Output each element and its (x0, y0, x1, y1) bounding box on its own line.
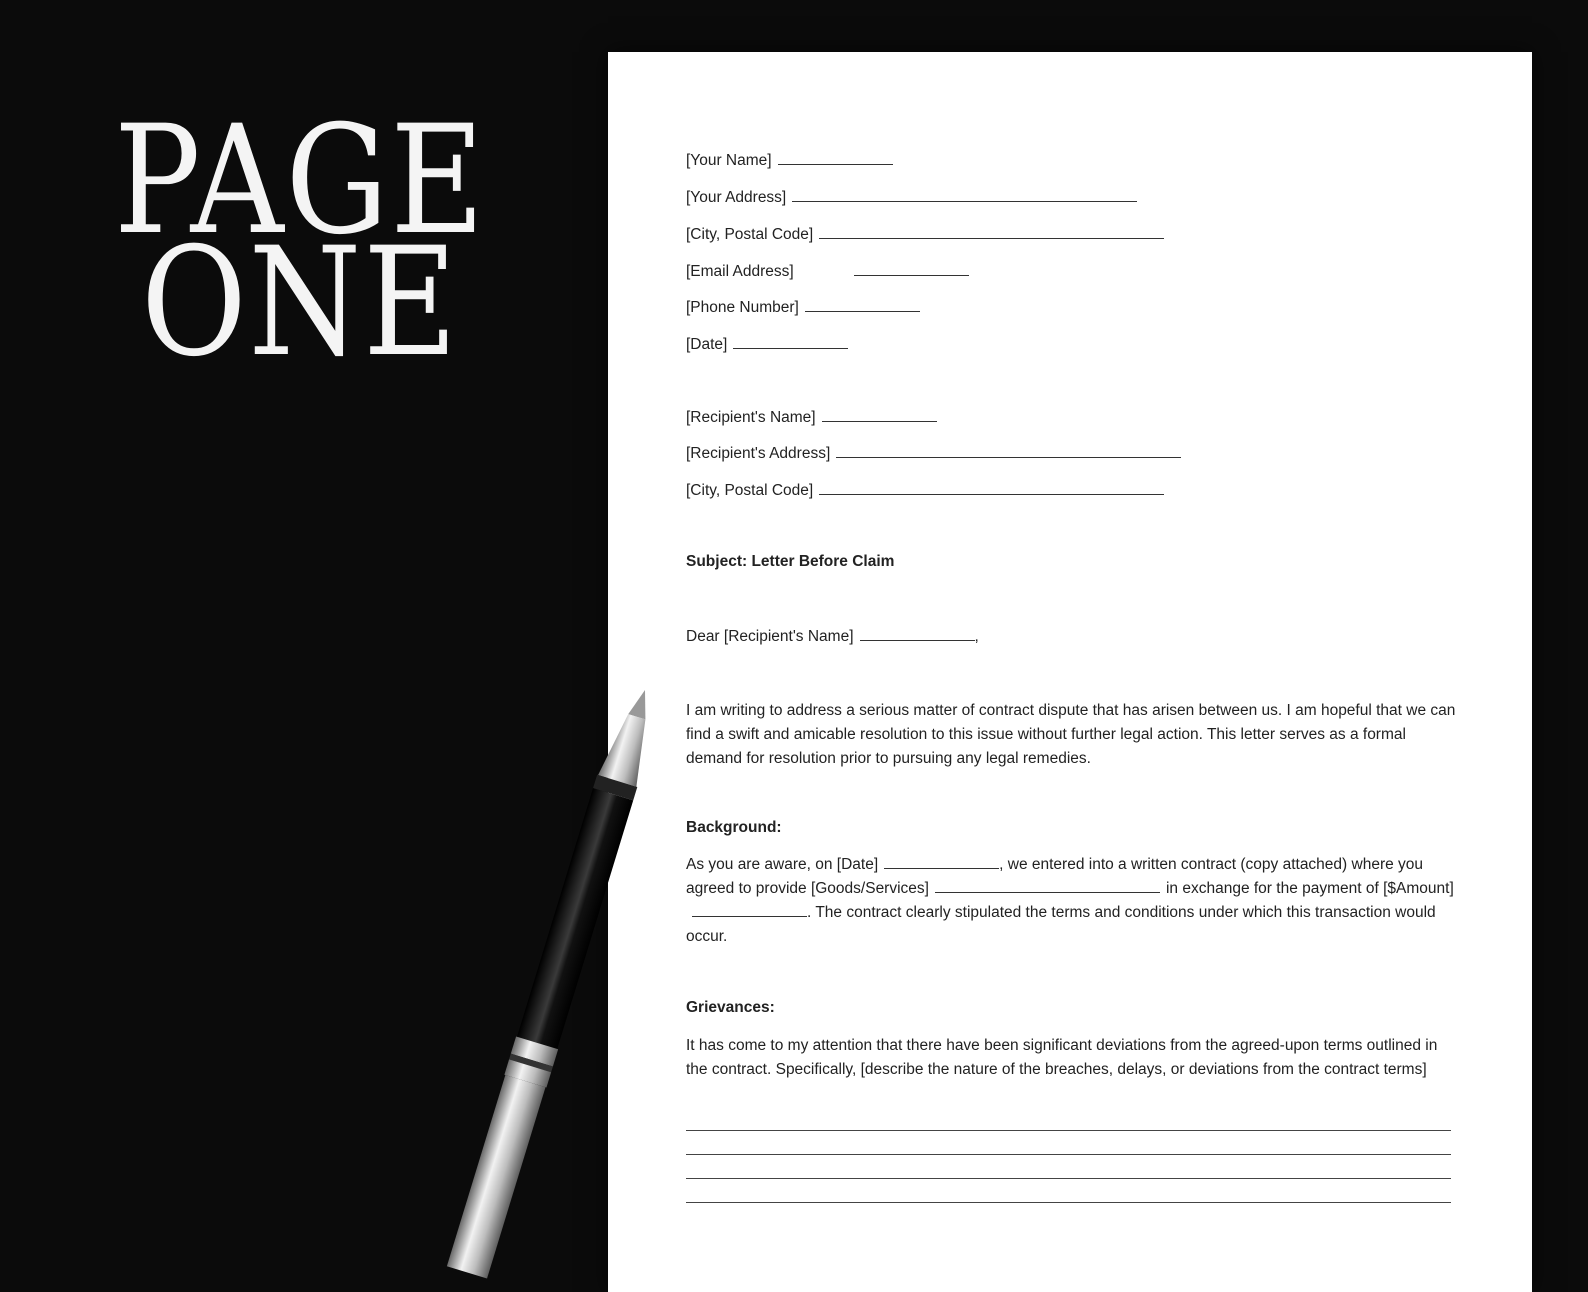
recipient-address-blank[interactable] (836, 443, 1181, 458)
grievance-answer-line-3[interactable] (686, 1178, 1451, 1179)
sender-date-line (686, 334, 848, 354)
background-heading: Background: (686, 819, 782, 836)
salutation-text: Dear [Recipient's Name] (686, 628, 854, 645)
sender-city-label: [City, Postal Code] (686, 226, 814, 243)
background-text-4: . The contract clearly stipulated the terms and conditions under which this transaction would occur. (686, 904, 1436, 945)
sender-address-label: [Your Address] (686, 189, 787, 206)
grievances-heading: Grievances: (686, 999, 775, 1016)
sender-address-line (686, 187, 1137, 207)
sender-name-line (686, 150, 893, 170)
recipient-name-line (686, 407, 937, 427)
headline-line-2: ONE (141, 216, 459, 390)
grievance-answer-line-4[interactable] (686, 1202, 1451, 1203)
salutation-line (686, 626, 979, 646)
goods-services-blank[interactable] (935, 878, 1160, 893)
grievance-answer-line-2[interactable] (686, 1154, 1451, 1155)
recipient-city-line (686, 480, 1164, 500)
amount-blank[interactable] (692, 902, 807, 917)
background-paragraph (686, 853, 1456, 949)
sender-phone-line (686, 297, 920, 317)
sender-city-blank[interactable] (819, 224, 1164, 239)
sender-email-line (686, 261, 969, 281)
subject-line: Subject: Letter Before Claim (686, 553, 895, 570)
recipient-address-label: [Recipient's Address] (686, 445, 831, 462)
background-text-3: in exchange for the payment of [$Amount] (1165, 880, 1454, 897)
recipient-name-blank[interactable] (822, 407, 937, 422)
background-text-1: As you are aware, on [Date] (686, 856, 879, 873)
recipient-city-label: [City, Postal Code] (686, 482, 814, 499)
recipient-name-label: [Recipient's Name] (686, 409, 816, 426)
intro-paragraph: I am writing to address a serious matter of contract dispute that has arisen between us. I am hopeful that we can find a swift and amicable resolution to this issue without further legal action. This letter serves as a formal demand for resolution prior to pursuing any legal remedies. (686, 702, 1456, 767)
salutation-blank[interactable] (860, 626, 975, 641)
grievance-answer-line-1[interactable] (686, 1130, 1451, 1131)
sender-address-blank[interactable] (792, 187, 1137, 202)
sender-name-label: [Your Name] (686, 152, 772, 169)
sender-email-label: [Email Address] (686, 263, 794, 280)
sender-date-blank[interactable] (733, 334, 848, 349)
sender-email-blank[interactable] (854, 261, 969, 276)
sender-phone-blank[interactable] (805, 297, 920, 312)
recipient-address-line (686, 443, 1181, 463)
background-text-2: , we entered into a written contract (copy attached) where you agreed to provide [Goods/Services] (686, 856, 1424, 897)
pen-image (440, 690, 680, 1290)
recipient-city-blank[interactable] (819, 480, 1164, 495)
headline-line-1: PAGE (113, 94, 487, 268)
sender-city-line (686, 224, 1164, 244)
sender-phone-label: [Phone Number] (686, 299, 799, 316)
sender-name-blank[interactable] (778, 150, 893, 165)
sender-date-label: [Date] (686, 336, 728, 353)
contract-date-blank[interactable] (884, 854, 999, 869)
salutation-comma: , (974, 628, 979, 645)
grievances-paragraph: It has come to my attention that there have been significant deviations from the agreed-upon terms outlined in the contract. Specifically, [describe the nature of the breaches, delays, or deviations from the contract terms] (686, 1037, 1438, 1078)
page-headline (60, 94, 540, 390)
